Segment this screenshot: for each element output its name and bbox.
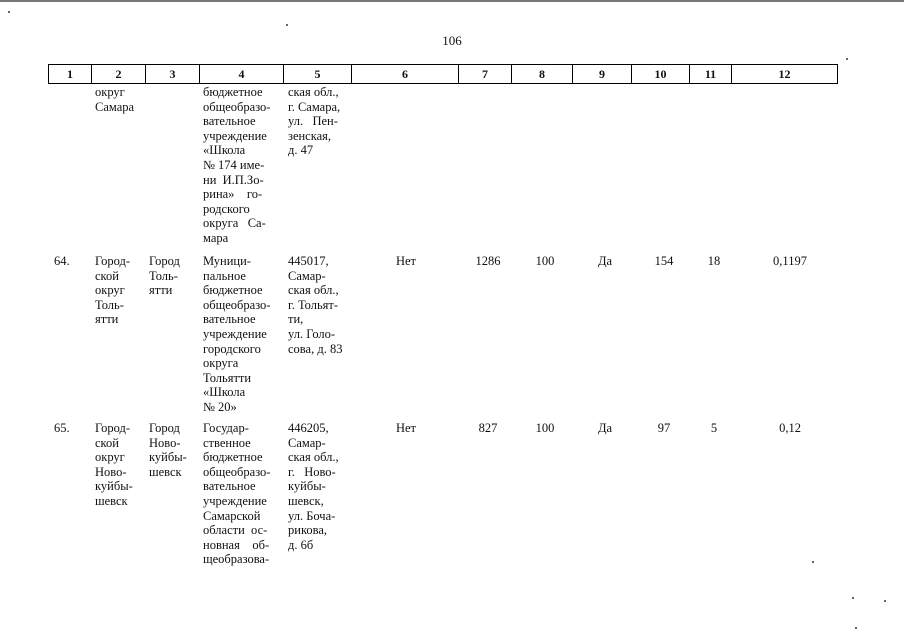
row-number-cell: 65. xyxy=(54,421,70,435)
header-cell-4: 4 xyxy=(199,65,283,83)
col7-cell: 827 xyxy=(478,421,498,435)
header-cell-8: 8 xyxy=(511,65,572,83)
col12-cell: 0,12 xyxy=(779,421,801,435)
continued-institution-cell: бюджетное общеобразо- вательное учреждение «Школа № 174 име- ни И.П.Зо- рина» го- родского округа Са- мара xyxy=(203,85,271,245)
col7-cell: 1286 xyxy=(475,254,501,268)
scan-speck xyxy=(855,627,857,629)
scan-speck xyxy=(8,11,10,13)
continued-address-cell: ская обл., г. Самара, ул. Пен- зенская, д. 47 xyxy=(288,85,341,158)
col12-cell: 0,1197 xyxy=(773,254,807,268)
scan-speck xyxy=(286,24,288,26)
row-number-cell: 64. xyxy=(54,254,70,268)
col11-cell: 5 xyxy=(710,421,718,435)
scan-speck xyxy=(812,561,814,563)
address-cell: 446205, Самар- ская обл., г. Ново- куйбы- шевск, ул. Боча- рикова, д. 6б xyxy=(288,421,339,552)
header-cell-3: 3 xyxy=(145,65,199,83)
col9-cell: Да xyxy=(597,421,613,435)
col8-cell: 100 xyxy=(535,421,555,435)
institution-cell: Государ- ственное бюджетное общеобразо- вательное учреждение Самарской области ос- новная об- щеобразова- xyxy=(203,421,271,567)
table-header-row xyxy=(48,64,838,84)
header-cell-12: 12 xyxy=(731,65,837,83)
header-cell-2: 2 xyxy=(91,65,145,83)
district-cell: Город- ской округ Ново- куйбы- шевск xyxy=(95,421,133,508)
header-cell-9: 9 xyxy=(572,65,631,83)
page-number: 106 xyxy=(442,33,462,48)
city-cell: Город Ново- куйбы- шевск xyxy=(149,421,187,479)
header-cell-5: 5 xyxy=(283,65,351,83)
continued-district-cell: округ Самара xyxy=(95,85,135,114)
col8-cell: 100 xyxy=(535,254,555,268)
institution-cell: Муници- пальное бюджетное общеобразо- вательное учреждение городского округа Тольятти «Школа № 20» xyxy=(203,254,271,414)
header-cell-6: 6 xyxy=(351,65,458,83)
page-top-border xyxy=(0,0,904,2)
header-cell-10: 10 xyxy=(631,65,689,83)
city-cell: Город Толь- ятти xyxy=(149,254,180,298)
scan-speck xyxy=(852,597,854,599)
col11-cell: 18 xyxy=(707,254,721,268)
scan-speck xyxy=(884,600,886,602)
scan-speck xyxy=(846,58,848,60)
address-cell: 445017, Самар- ская обл., г. Тольят- ти, ул. Голо- сова, д. 83 xyxy=(288,254,343,356)
header-cell-11: 11 xyxy=(689,65,731,83)
col10-cell: 154 xyxy=(654,254,674,268)
col9-cell: Да xyxy=(597,254,613,268)
district-cell: Город- ской округ Толь- ятти xyxy=(95,254,131,327)
col6-cell: Нет xyxy=(395,254,417,268)
header-cell-7: 7 xyxy=(458,65,511,83)
header-cell-1: 1 xyxy=(67,66,73,81)
col6-cell: Нет xyxy=(395,421,417,435)
col10-cell: 97 xyxy=(657,421,671,435)
